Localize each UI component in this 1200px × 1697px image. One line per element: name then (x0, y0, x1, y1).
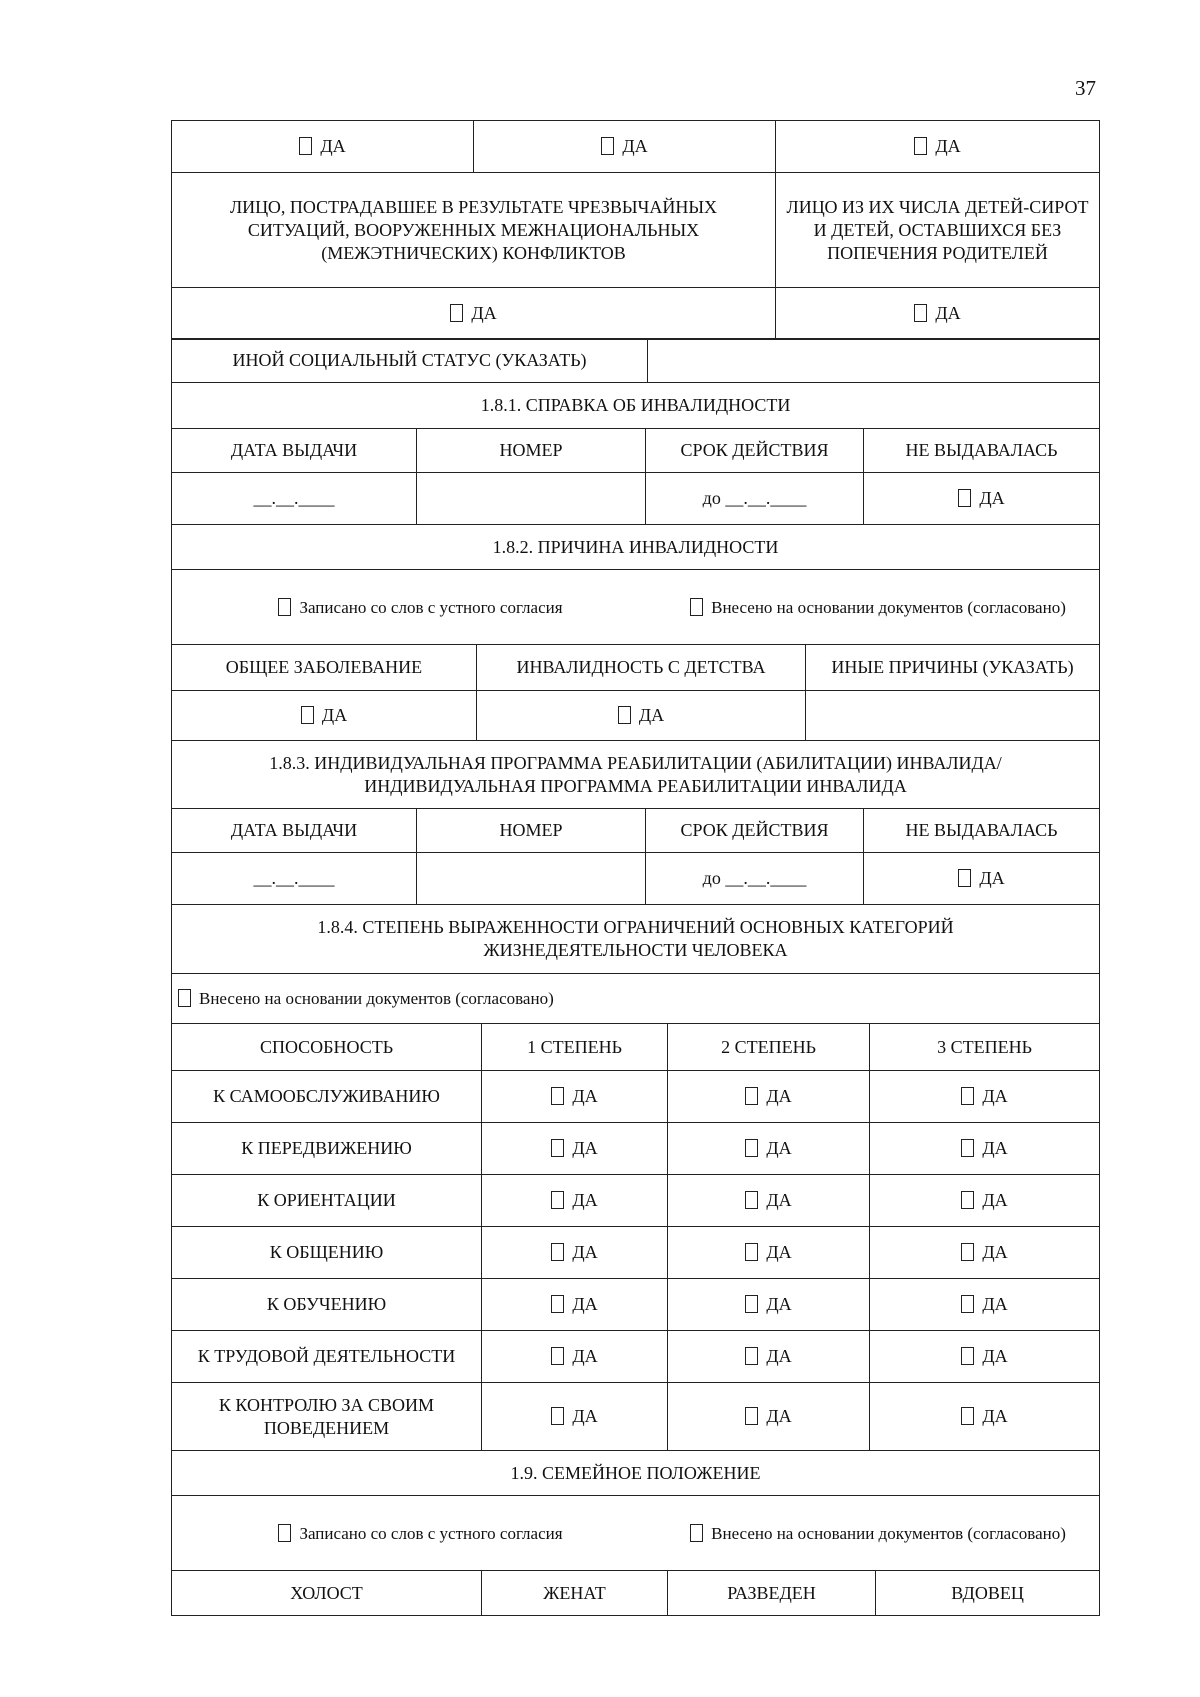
checkbox[interactable] (299, 137, 312, 155)
degree-2-cell[interactable]: ДА (668, 1279, 870, 1331)
checkbox[interactable] (278, 598, 291, 616)
validity-field[interactable]: до __.__.____ (646, 853, 864, 905)
disability-cause-table (171, 524, 1100, 741)
column-header: СПОСОБНОСТЬ (172, 1024, 482, 1071)
childhood-disability-cell[interactable]: ДА (477, 691, 806, 741)
consent-docs-option[interactable]: Внесено на основании документов (согласовано) (663, 1522, 1093, 1545)
column-header: 1 СТЕПЕНЬ (482, 1024, 668, 1071)
not-issued-cell[interactable]: ДА (864, 853, 1100, 905)
degree-3-cell[interactable]: ДА (870, 1383, 1100, 1451)
issue-date-field[interactable]: __.__.____ (172, 853, 417, 905)
degree-2-cell[interactable]: ДА (668, 1123, 870, 1175)
orphan-yes-cell[interactable]: ДА (776, 288, 1100, 340)
degree-1-cell[interactable]: ДА (482, 1175, 668, 1227)
section-title: 1.8.4. СТЕПЕНЬ ВЫРАЖЕННОСТИ ОГРАНИЧЕНИЙ ОСНОВНЫХ КАТЕГОРИЙ ЖИЗНЕДЕЯТЕЛЬНОСТИ ЧЕЛОВЕКА (172, 905, 1100, 974)
family-option-widowed[interactable]: ВДОВЕЦ (876, 1571, 1100, 1616)
degree-2-cell[interactable]: ДА (668, 1331, 870, 1383)
degree-2-cell[interactable]: ДА (668, 1383, 870, 1451)
disability-certificate-table (171, 382, 1100, 525)
ability-label: К ОБЩЕНИЮ (172, 1227, 482, 1279)
column-header: СРОК ДЕЙСТВИЯ (646, 429, 864, 473)
checkbox[interactable] (961, 1191, 974, 1209)
checkbox[interactable] (914, 304, 927, 322)
validity-field[interactable]: до __.__.____ (646, 473, 864, 525)
ability-row (172, 1071, 1100, 1123)
orphan-header: ЛИЦО ИЗ ИХ ЧИСЛА ДЕТЕЙ-СИРОТ И ДЕТЕЙ, ОСТАВШИХСЯ БЕЗ ПОПЕЧЕНИЯ РОДИТЕЛЕЙ (776, 173, 1100, 288)
status-yes-cell[interactable]: ДА (172, 121, 474, 173)
checkbox[interactable] (178, 989, 191, 1007)
ability-row (172, 1175, 1100, 1227)
checkbox[interactable] (551, 1139, 564, 1157)
family-option-single[interactable]: ХОЛОСТ (172, 1571, 482, 1616)
status-yes-cell[interactable]: ДА (474, 121, 776, 173)
consent-oral-option[interactable]: Записано со слов с устного согласия (178, 1522, 663, 1545)
checkbox[interactable] (958, 489, 971, 507)
checkbox[interactable] (551, 1295, 564, 1313)
degree-3-cell[interactable]: ДА (870, 1331, 1100, 1383)
consent-row (172, 596, 1099, 619)
section-title: 1.8.2. ПРИЧИНА ИНВАЛИДНОСТИ (172, 525, 1100, 570)
ability-label: К ОБУЧЕНИЮ (172, 1279, 482, 1331)
column-header: 3 СТЕПЕНЬ (870, 1024, 1100, 1071)
column-header: НОМЕР (417, 429, 646, 473)
consent-row (172, 1522, 1099, 1545)
checkbox[interactable] (690, 598, 703, 616)
degree-1-cell[interactable]: ДА (482, 1279, 668, 1331)
consent-docs-option[interactable]: Внесено на основании документов (согласовано) (172, 974, 1100, 1024)
column-header: НЕ ВЫДАВАЛАСЬ (864, 429, 1100, 473)
degree-3-cell[interactable]: ДА (870, 1175, 1100, 1227)
checkbox[interactable] (745, 1347, 758, 1365)
checkbox[interactable] (745, 1407, 758, 1425)
checkbox[interactable] (745, 1243, 758, 1261)
degree-2-cell[interactable]: ДА (668, 1071, 870, 1123)
limitations-table (171, 904, 1100, 1451)
section-title: 1.8.3. ИНДИВИДУАЛЬНАЯ ПРОГРАММА РЕАБИЛИТАЦИИ (АБИЛИТАЦИИ) ИНВАЛИДА/ИНДИВИДУАЛЬНАЯ ПРОГРАММА РЕАБИЛИТАЦИИ ИНВАЛИДА (172, 741, 1100, 809)
social-status-table (171, 120, 1100, 340)
general-illness-cell[interactable]: ДА (172, 691, 477, 741)
checkbox[interactable] (551, 1347, 564, 1365)
ability-row (172, 1123, 1100, 1175)
checkbox[interactable] (745, 1087, 758, 1105)
other-causes-input[interactable] (806, 691, 1100, 741)
consent-oral-option[interactable]: Записано со слов с устного согласия (178, 596, 663, 619)
checkbox[interactable] (745, 1139, 758, 1157)
degree-1-cell[interactable]: ДА (482, 1331, 668, 1383)
degree-1-cell[interactable]: ДА (482, 1227, 668, 1279)
checkbox[interactable] (551, 1191, 564, 1209)
checkbox[interactable] (961, 1087, 974, 1105)
ability-row (172, 1279, 1100, 1331)
checkbox[interactable] (961, 1347, 974, 1365)
degree-3-cell[interactable]: ДА (870, 1071, 1100, 1123)
page-number: 37 (1075, 76, 1096, 100)
checkbox[interactable] (618, 706, 631, 724)
checkbox[interactable] (551, 1243, 564, 1261)
family-status-table (171, 1450, 1100, 1616)
degree-1-cell[interactable]: ДА (482, 1123, 668, 1175)
column-header: ОБЩЕЕ ЗАБОЛЕВАНИЕ (172, 645, 477, 691)
rehab-program-table (171, 740, 1100, 905)
degree-2-cell[interactable]: ДА (668, 1175, 870, 1227)
checkbox[interactable] (551, 1087, 564, 1105)
not-issued-cell[interactable]: ДА (864, 473, 1100, 525)
column-header: 2 СТЕПЕНЬ (668, 1024, 870, 1071)
checkbox[interactable] (278, 1524, 291, 1542)
column-header: ДАТА ВЫДАЧИ (172, 809, 417, 853)
checkbox[interactable] (961, 1139, 974, 1157)
checkbox[interactable] (301, 706, 314, 724)
checkbox[interactable] (450, 304, 463, 322)
issue-date-field[interactable]: __.__.____ (172, 473, 417, 525)
ability-label: К ПЕРЕДВИЖЕНИЮ (172, 1123, 482, 1175)
checkbox[interactable] (745, 1295, 758, 1313)
status-yes-cell[interactable]: ДА (776, 121, 1100, 173)
consent-docs-option[interactable]: Внесено на основании документов (согласовано) (663, 596, 1093, 619)
degree-1-cell[interactable]: ДА (482, 1383, 668, 1451)
section-title: 1.8.1. СПРАВКА ОБ ИНВАЛИДНОСТИ (172, 383, 1100, 429)
checkbox[interactable] (551, 1407, 564, 1425)
ability-row (172, 1227, 1100, 1279)
ability-row (172, 1331, 1100, 1383)
column-header: ДАТА ВЫДАЧИ (172, 429, 417, 473)
family-option-married[interactable]: ЖЕНАТ (482, 1571, 668, 1616)
checkbox[interactable] (961, 1243, 974, 1261)
family-option-divorced[interactable]: РАЗВЕДЕН (668, 1571, 876, 1616)
column-header: НОМЕР (417, 809, 646, 853)
checkbox[interactable] (745, 1191, 758, 1209)
checkbox[interactable] (601, 137, 614, 155)
checkbox[interactable] (690, 1524, 703, 1542)
other-status-table (171, 338, 1100, 383)
other-status-label: ИНОЙ СОЦИАЛЬНЫЙ СТАТУС (УКАЗАТЬ) (172, 339, 648, 383)
column-header: ИНВАЛИДНОСТЬ С ДЕТСТВА (477, 645, 806, 691)
other-status-input[interactable] (648, 339, 1100, 383)
checkbox[interactable] (961, 1295, 974, 1313)
checkbox[interactable] (914, 137, 927, 155)
degree-3-cell[interactable]: ДА (870, 1123, 1100, 1175)
section-title: 1.9. СЕМЕЙНОЕ ПОЛОЖЕНИЕ (172, 1451, 1100, 1496)
column-header: СРОК ДЕЙСТВИЯ (646, 809, 864, 853)
ability-label: К ОРИЕНТАЦИИ (172, 1175, 482, 1227)
ability-row (172, 1383, 1100, 1451)
degree-3-cell[interactable]: ДА (870, 1227, 1100, 1279)
emergency-victim-header: ЛИЦО, ПОСТРАДАВШЕЕ В РЕЗУЛЬТАТЕ ЧРЕЗВЫЧАЙНЫХ СИТУАЦИЙ, ВООРУЖЕННЫХ МЕЖНАЦИОНАЛЬНЫХ (МЕЖЭТНИЧЕСКИХ) КОНФЛИКТОВ (172, 173, 776, 288)
checkbox[interactable] (958, 869, 971, 887)
degree-3-cell[interactable]: ДА (870, 1279, 1100, 1331)
ability-label: К САМООБСЛУЖИВАНИЮ (172, 1071, 482, 1123)
degree-2-cell[interactable]: ДА (668, 1227, 870, 1279)
number-field[interactable] (417, 853, 646, 905)
number-field[interactable] (417, 473, 646, 525)
ability-label: К ТРУДОВОЙ ДЕЯТЕЛЬНОСТИ (172, 1331, 482, 1383)
column-header: ИНЫЕ ПРИЧИНЫ (УКАЗАТЬ) (806, 645, 1100, 691)
checkbox[interactable] (961, 1407, 974, 1425)
column-header: НЕ ВЫДАВАЛАСЬ (864, 809, 1100, 853)
emergency-yes-cell[interactable]: ДА (172, 288, 776, 340)
degree-1-cell[interactable]: ДА (482, 1071, 668, 1123)
ability-label: К КОНТРОЛЮ ЗА СВОИМ ПОВЕДЕНИЕМ (172, 1383, 482, 1451)
